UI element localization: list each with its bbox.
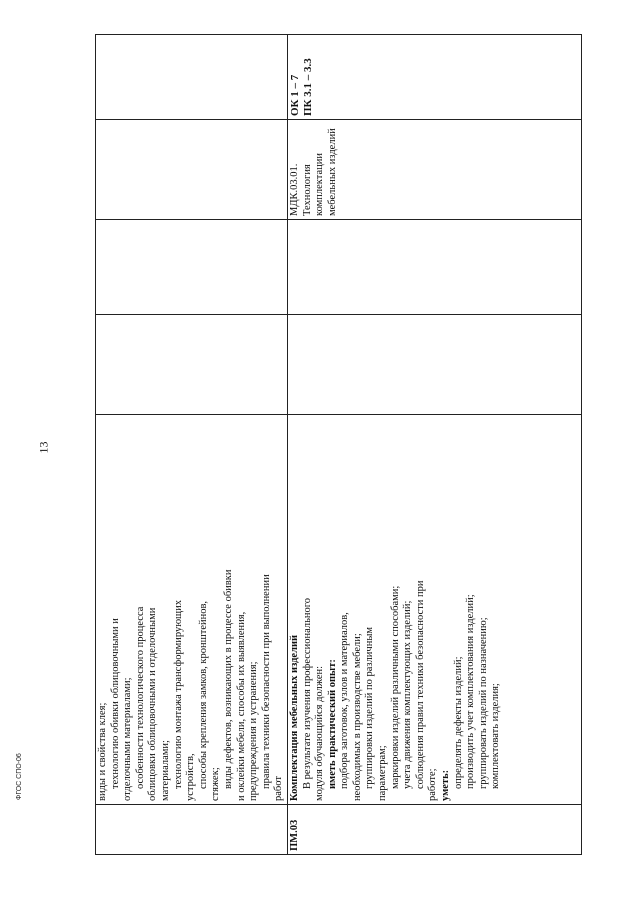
content-line: отделочными материалами; (122, 677, 134, 801)
module-content-cell (96, 415, 288, 805)
content-line: виды дефектов, возникающих в процессе обивки (222, 569, 234, 789)
table-row (96, 35, 288, 855)
module-code-cell: ПМ.03 (287, 805, 581, 855)
content-line: иметь практический опыт: (326, 659, 338, 789)
content-line: маркировки изделий различными способами; (389, 585, 401, 789)
page-number: 13 (36, 441, 51, 454)
competence-professional: ПК 3.1 – 3.3 (301, 58, 314, 116)
competences-cell (287, 35, 581, 120)
content-line: параметрам; (377, 745, 389, 801)
hours-cell (287, 315, 581, 415)
content-line: и оклейки мебели, способы их выявления, (235, 611, 247, 801)
content-line: способы крепления замков, кронштейнов, (197, 600, 209, 789)
content-line: группировки изделий по различным (364, 626, 376, 789)
content-lines (97, 418, 286, 801)
content-line: группировать изделий по назначению; (477, 617, 489, 789)
content-line: соблюдения правил техники безопасности при (414, 580, 426, 789)
content-line: необходимых в производстве мебели; (351, 633, 363, 801)
content-line: Комплектация мебельных изделий (288, 634, 300, 801)
content-line: виды и свойства клея; (97, 702, 108, 801)
content-line: правила техники безопасности при выполнении (260, 574, 272, 789)
competences-cell (96, 35, 288, 120)
content-line: стяжек; (210, 767, 222, 801)
content-line: определять дефекты изделий; (452, 656, 464, 789)
content-line: особенности технологического процесса (134, 606, 146, 789)
content-lines (289, 418, 503, 801)
hours-cell (96, 315, 288, 415)
hours-cell (96, 220, 288, 315)
content-line: предупреждения и устранения; (248, 661, 260, 801)
content-line: В результате изучения профессионального (301, 597, 313, 789)
module-content-cell (287, 415, 581, 805)
curriculum-table (95, 35, 579, 855)
content-line: учета движения комплектующих изделий; (402, 600, 414, 789)
content-line: модуля обучающийся должен: (314, 665, 326, 801)
footer-code: ФГОС СПО-06 (16, 753, 23, 800)
table-row (287, 35, 581, 855)
discipline-cell (96, 120, 288, 220)
module-code-cell (96, 805, 288, 855)
discipline-cell: МДК.03.01. Технология комплектации мебельных изделий (287, 120, 581, 220)
competence-general: ОК 1 – 7 (288, 74, 301, 116)
content-line: подбора заготовок, узлов и материалов, (339, 612, 351, 789)
content-line: уметь: (440, 769, 452, 801)
content-line: производить учет комплектования изделий; (465, 594, 477, 789)
content-line: технологию монтажа трансформирующих (172, 599, 184, 789)
content-line: облицовки облицовочными и отделочными (147, 607, 159, 801)
content-line: работе; (427, 768, 439, 801)
hours-cell (287, 220, 581, 315)
content-line: технологию обивки облицовочными и (109, 618, 121, 789)
content-line: устройств, (185, 753, 197, 801)
content-line: комплектовать изделия; (490, 683, 502, 789)
content-line: материалами; (159, 740, 171, 801)
content-line: работ (273, 776, 285, 801)
